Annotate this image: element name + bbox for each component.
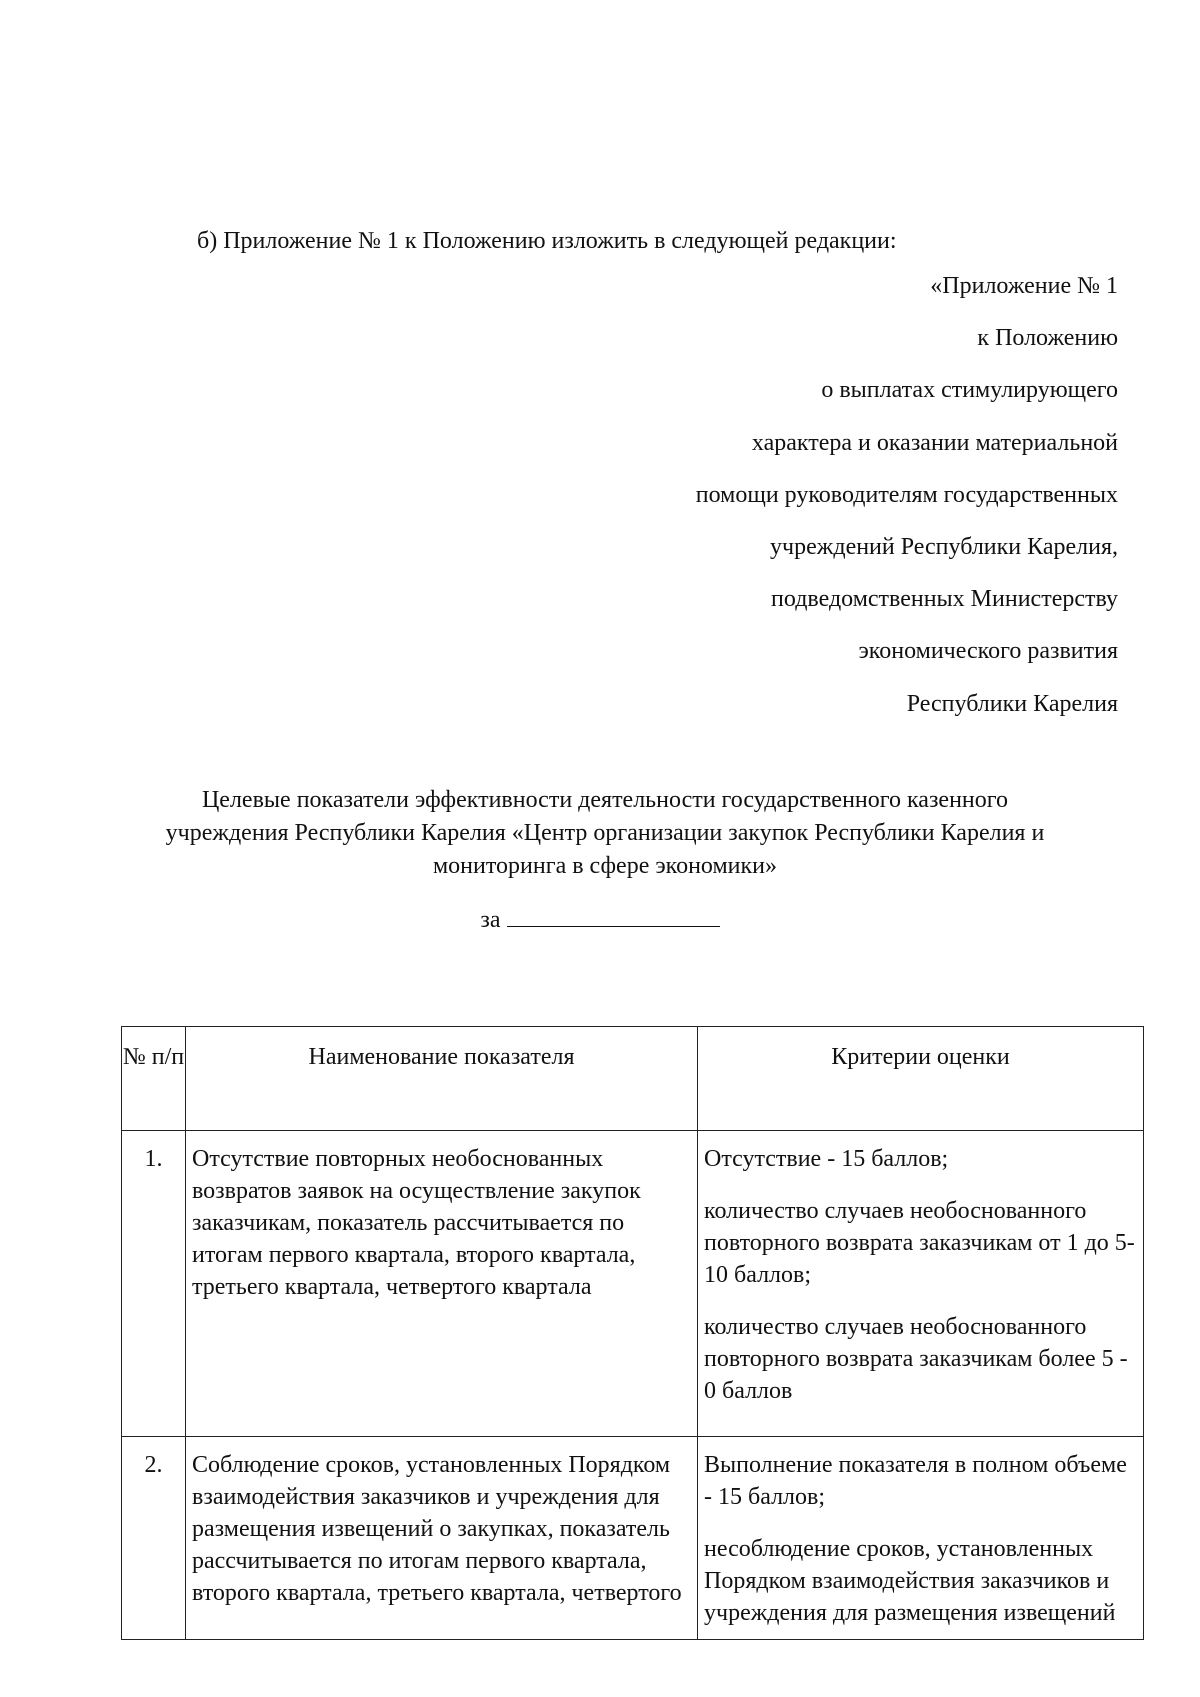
appendix-heading [518,260,1118,730]
appendix-line: характера и оказании материальной [751,429,1118,456]
criteria-clip [704,1449,1137,1639]
period-prefix: за [480,907,501,933]
period-blank-field [507,904,720,927]
indicator-name: Соблюдение сроков, установленных Порядком взаимодействия заказчиков и учреждения для размещения извещений о закупках, показатель рассчитывается по итогам первого квартала, второго квартала, третьего квартала, четвертого [192,1452,682,1606]
appendix-line: о выплатах стимулирующего [821,377,1118,404]
header-number: № п/п [122,1027,186,1131]
criteria-item: несоблюдение сроков, установленных Порядком взаимодействия заказчиков и учреждения для размещения извещений [704,1536,1116,1626]
indicator-name: Отсутствие повторных необоснованных возвратов заявок на осуществление закупок заказчикам, показатель рассчитывается по итогам первого квартала, второго квартала, третьего квартала, четвертого квартала [186,1131,698,1437]
appendix-line: подведомственных Министерству [771,586,1118,613]
appendix-line: помощи руководителям государственных [695,481,1118,508]
table-row [122,1131,1144,1437]
intro-paragraph: б) Приложение № 1 к Положению изложить в следующей редакции: [197,228,897,254]
table-row [122,1437,1144,1640]
header-indicator-name: Наименование показателя [186,1027,698,1131]
criteria-item: количество случаев необоснованного повторного возврата заказчикам от 1 до 5-10 баллов; [704,1198,1135,1288]
header-criteria: Критерии оценки [698,1027,1144,1131]
appendix-line: Республики Карелия [906,690,1118,717]
row-number: 1. [122,1131,186,1437]
indicators-table [121,1026,1144,1640]
table-header-row [122,1027,1144,1131]
document-title: Целевые показатели эффективности деятельности государственного казенного учреждения Республики Карелия «Центр организации закупок Республики Карелия и мониторинга в сфере экономики» [165,787,1045,879]
criteria-cell [698,1131,1144,1437]
appendix-line: «Приложение № 1 [930,273,1118,299]
criteria-item: количество случаев необоснованного повторного возврата заказчикам более 5 - 0 баллов [704,1314,1128,1404]
criteria-item: Отсутствие - 15 баллов; [704,1146,949,1172]
row-number: 2. [122,1437,186,1640]
appendix-line: к Положению [977,325,1118,352]
appendix-line: учреждений Республики Карелия, [770,534,1118,561]
criteria-cell [698,1437,1144,1640]
criteria-item: Выполнение показателя в полном объеме - 15 баллов; [704,1452,1127,1510]
appendix-line: экономического развития [858,638,1118,665]
period-line [0,904,1200,935]
indicator-name-cell [186,1437,698,1640]
